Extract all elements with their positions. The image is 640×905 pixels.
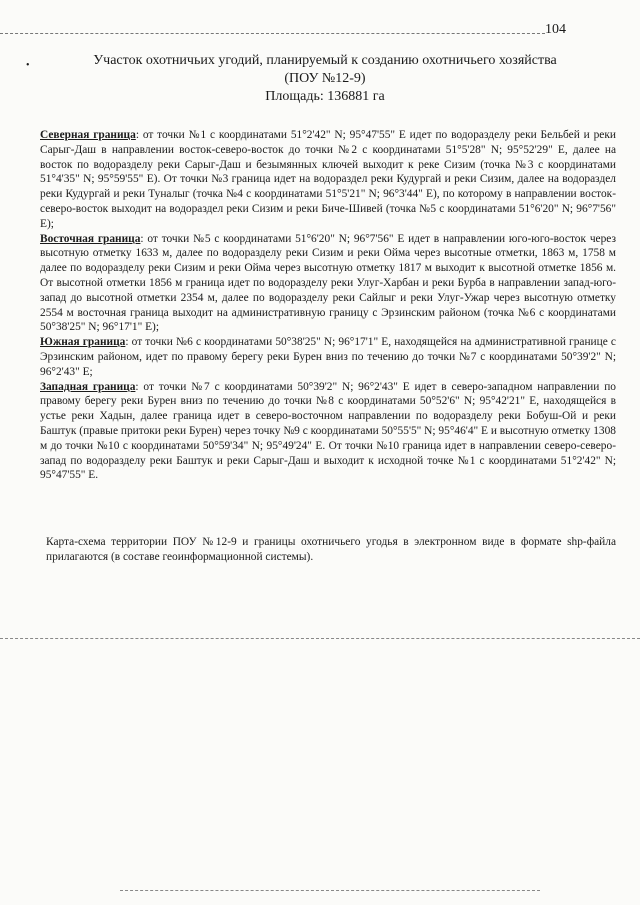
header-code: (ПОУ №12-9) bbox=[284, 71, 366, 86]
page-number: 104 bbox=[545, 22, 566, 37]
south-boundary-paragraph bbox=[40, 335, 616, 379]
footer-note: Карта-схема территории ПОУ №12-9 и границы охотничьего угодья в электронном виде в формате shp-файла прилагаются (в составе геоинформационной системы). bbox=[46, 536, 616, 563]
east-boundary-text: : от точки №5 с координатами 51°6'20" N; 96°7'56" E идет в направлении юго-юго-восток через высотную отметку 1633 м, далее по водоразделу реки Сизим и реки Ойма через высотные отметки, 1863 м, 1758 м далее по водоразделу реки Сизим и реки Ойма через высотную отметку 1817 м выходит к высотной отметке 1856 м. От высотной отметки 1856 м граница идет по водоразделу реки Улуг-Харбан и реки Бурба в направлении запад-юго-запад до высотной отметки 2354 м, далее по водоразделу реки Сайлыг и реки Улуг-Ужар через высотную отметку 2554 м восточная граница выходит на административную границу с Эрзинским районом (точка №6 с координатами 50°38'25" N; 96°17'1" E); bbox=[40, 232, 616, 334]
bullet-mark: • bbox=[26, 60, 30, 71]
document-header bbox=[40, 52, 610, 106]
east-boundary-title: Восточная граница bbox=[40, 232, 141, 245]
west-boundary-title: Западная граница bbox=[40, 380, 136, 393]
header-title: Участок охотничьих угодий, планируемый к созданию охотничьего хозяйства bbox=[93, 53, 557, 68]
north-boundary-text: : от точки №1 с координатами 51°2'42" N; 95°47'55" E идет по водоразделу реки Бельбей и реки Сарыг-Даш в направлении восток-северо-восток до точки №2 с координатами 51°5'28" N; 95°52'29" E, далее на восток по водоразделу реки Сарыг-Даш и безымянных ключей выходит к реке Сизим (точка №3 с координатами 51°4'35" N; 95°59'55" E). От точки №3 граница идет на водораздел реки Кудургай и реки Сизим, далее на водораздел реки Кудургай и реки Туналыг (точка №4 с координатами 51°5'21" N; 96°3'44" E), по которому в направлении восток-северо-восток выходит на водораздел реки Сизим и реки Биче-Шивей (точка №5 с координатами 51°6'20" N; 96°7'56" E); bbox=[40, 129, 616, 230]
south-boundary-title: Южная граница bbox=[40, 336, 126, 349]
scan-artifact-line bbox=[0, 638, 640, 639]
scan-artifact-line bbox=[120, 890, 540, 891]
west-boundary-paragraph bbox=[40, 380, 616, 484]
boundary-description bbox=[40, 128, 616, 483]
scan-top-line bbox=[0, 33, 545, 34]
north-boundary-paragraph bbox=[40, 128, 616, 232]
north-boundary-title: Северная граница bbox=[40, 129, 136, 141]
west-boundary-text: : от точки №7 с координатами 50°39'2" N; 96°2'43" E идет в северо-западном направлении по правому берегу реки Бурен вниз по течению до точки №8 с координатами 50°52'6" N; 95°42'21" E, находящейся в устье реки Хадын, далее граница идет в северо-восточном направлении по водоразделу реки Бобуш-Ой и реки Баштук (правые притоки реки Бурен) через точку №9 с координатами 50°55'5" N; 95°46'4" E и высотную отметку 1308 м до точки №10 с координатами 50°59'34" N; 95°49'24" E. От точки №10 граница идет в направлении северо-северо-запад по водоразделу реки Баштук и реки Сарыг-Даш и выходит к исходной точке №1 с координатами 51°2'42" N; 95°47'55" E. bbox=[40, 380, 616, 482]
east-boundary-paragraph bbox=[40, 232, 616, 336]
south-boundary-text: : от точки №6 с координатами 50°38'25" N; 96°17'1" E, находящейся на административной границе с Эрзинским районом, идет по правому берегу реки Бурен вниз по течению до точки №7 с координатами 50°39'2" N; 96°2'43" E; bbox=[40, 336, 616, 378]
header-area: Площадь: 136881 га bbox=[265, 89, 385, 104]
